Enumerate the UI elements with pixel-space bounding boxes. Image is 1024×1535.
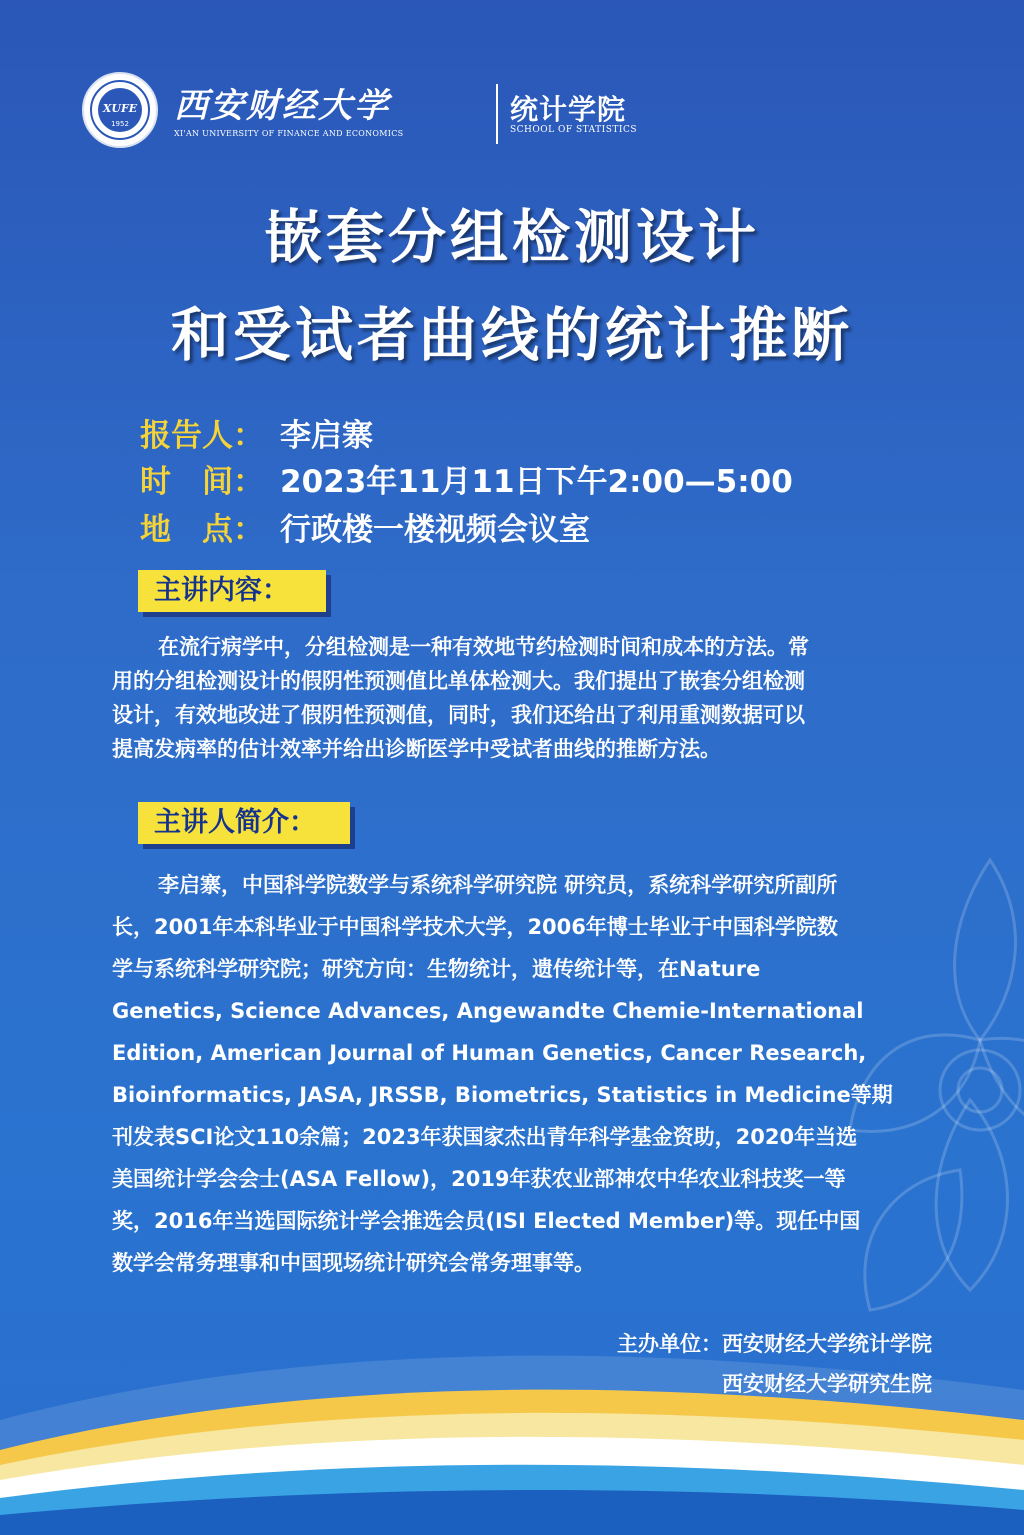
time-value: 2023年11月11日下午2:00—5:00: [280, 464, 793, 500]
speaker-label: 报告人：: [140, 418, 264, 454]
header: [82, 72, 637, 152]
bio-line: 李启寨，中国科学院数学与系统科学研究院 研究员，系统科学研究所副所: [158, 873, 838, 897]
speaker-row: [140, 410, 373, 454]
seal-abbr: XUFE: [102, 102, 138, 115]
time-row: [140, 456, 793, 500]
speaker-value: 李启寨: [280, 418, 373, 454]
content-line: 在流行病学中，分组检测是一种有效地节约检测时间和成本的方法。常: [158, 635, 809, 659]
bio-line: 奖，2016年当选国际统计学会推选会员(ISI Elected Member)等。现任中国: [112, 1209, 861, 1233]
header-divider: [496, 84, 498, 144]
bio-line: Bioinformatics, JASA, JRSSB, Biometrics, Statistics in Medicine等期: [112, 1083, 893, 1107]
title-line-2: 和受试者曲线的统计推断: [170, 301, 853, 369]
school-name-en: SCHOOL OF STATISTICS: [510, 125, 637, 135]
bio-line: 长，2001年本科毕业于中国科学技术大学，2006年博士毕业于中国科学院数: [112, 915, 838, 939]
bio-paragraph: [112, 864, 930, 1284]
bio-line: 刊发表SCI论文110余篇；2023年获国家杰出青年科学基金资助，2020年当选: [112, 1125, 858, 1149]
content-line: 设计，有效地改进了假阴性预测值，同时，我们还给出了利用重测数据可以: [112, 703, 805, 727]
content-line: 提高发病率的估计效率并给出诊断医学中受试者曲线的推断方法。: [112, 737, 721, 761]
seal-year: 1952: [111, 120, 129, 128]
content-line: 用的分组检测设计的假阴性预测值比单体检测大。我们提出了嵌套分组检测: [112, 669, 805, 693]
place-row: [140, 504, 590, 548]
organizer-line-2: 西安财经大学研究生院: [722, 1372, 932, 1396]
university-seal-logo: [82, 72, 158, 148]
bio-heading-badge: 主讲人简介：: [138, 802, 350, 844]
bio-line: Edition, American Journal of Human Genetics, Cancer Research,: [112, 1041, 867, 1065]
bio-line: Genetics, Science Advances, Angewandte Chemie-International: [112, 999, 864, 1023]
bottom-wave-decoration: [0, 1300, 1024, 1535]
content-heading-badge: 主讲内容：: [138, 570, 326, 612]
organizer-line-1: 主办单位：西安财经大学统计学院: [617, 1332, 932, 1356]
university-name-cn: 西安财经大学: [174, 86, 390, 126]
place-label: 地 点：: [140, 512, 264, 548]
bio-line: 数学会常务理事和中国现场统计研究会常务理事等。: [112, 1251, 595, 1275]
bio-line: 美国统计学会会士(ASA Fellow)，2019年获农业部神农中华农业科技奖一等: [112, 1167, 846, 1191]
university-name-en: XI'AN UNIVERSITY OF FINANCE AND ECONOMICS: [174, 129, 404, 138]
content-paragraph: [112, 630, 930, 766]
place-value: 行政楼一楼视频会议室: [280, 512, 590, 548]
school-name-cn: 统计学院: [510, 93, 627, 126]
bio-line: 学与系统科学研究院；研究方向：生物统计，遗传统计等，在Nature: [112, 957, 761, 981]
time-label: 时 间：: [140, 464, 264, 500]
title-line-1: 嵌套分组检测设计: [263, 203, 760, 271]
